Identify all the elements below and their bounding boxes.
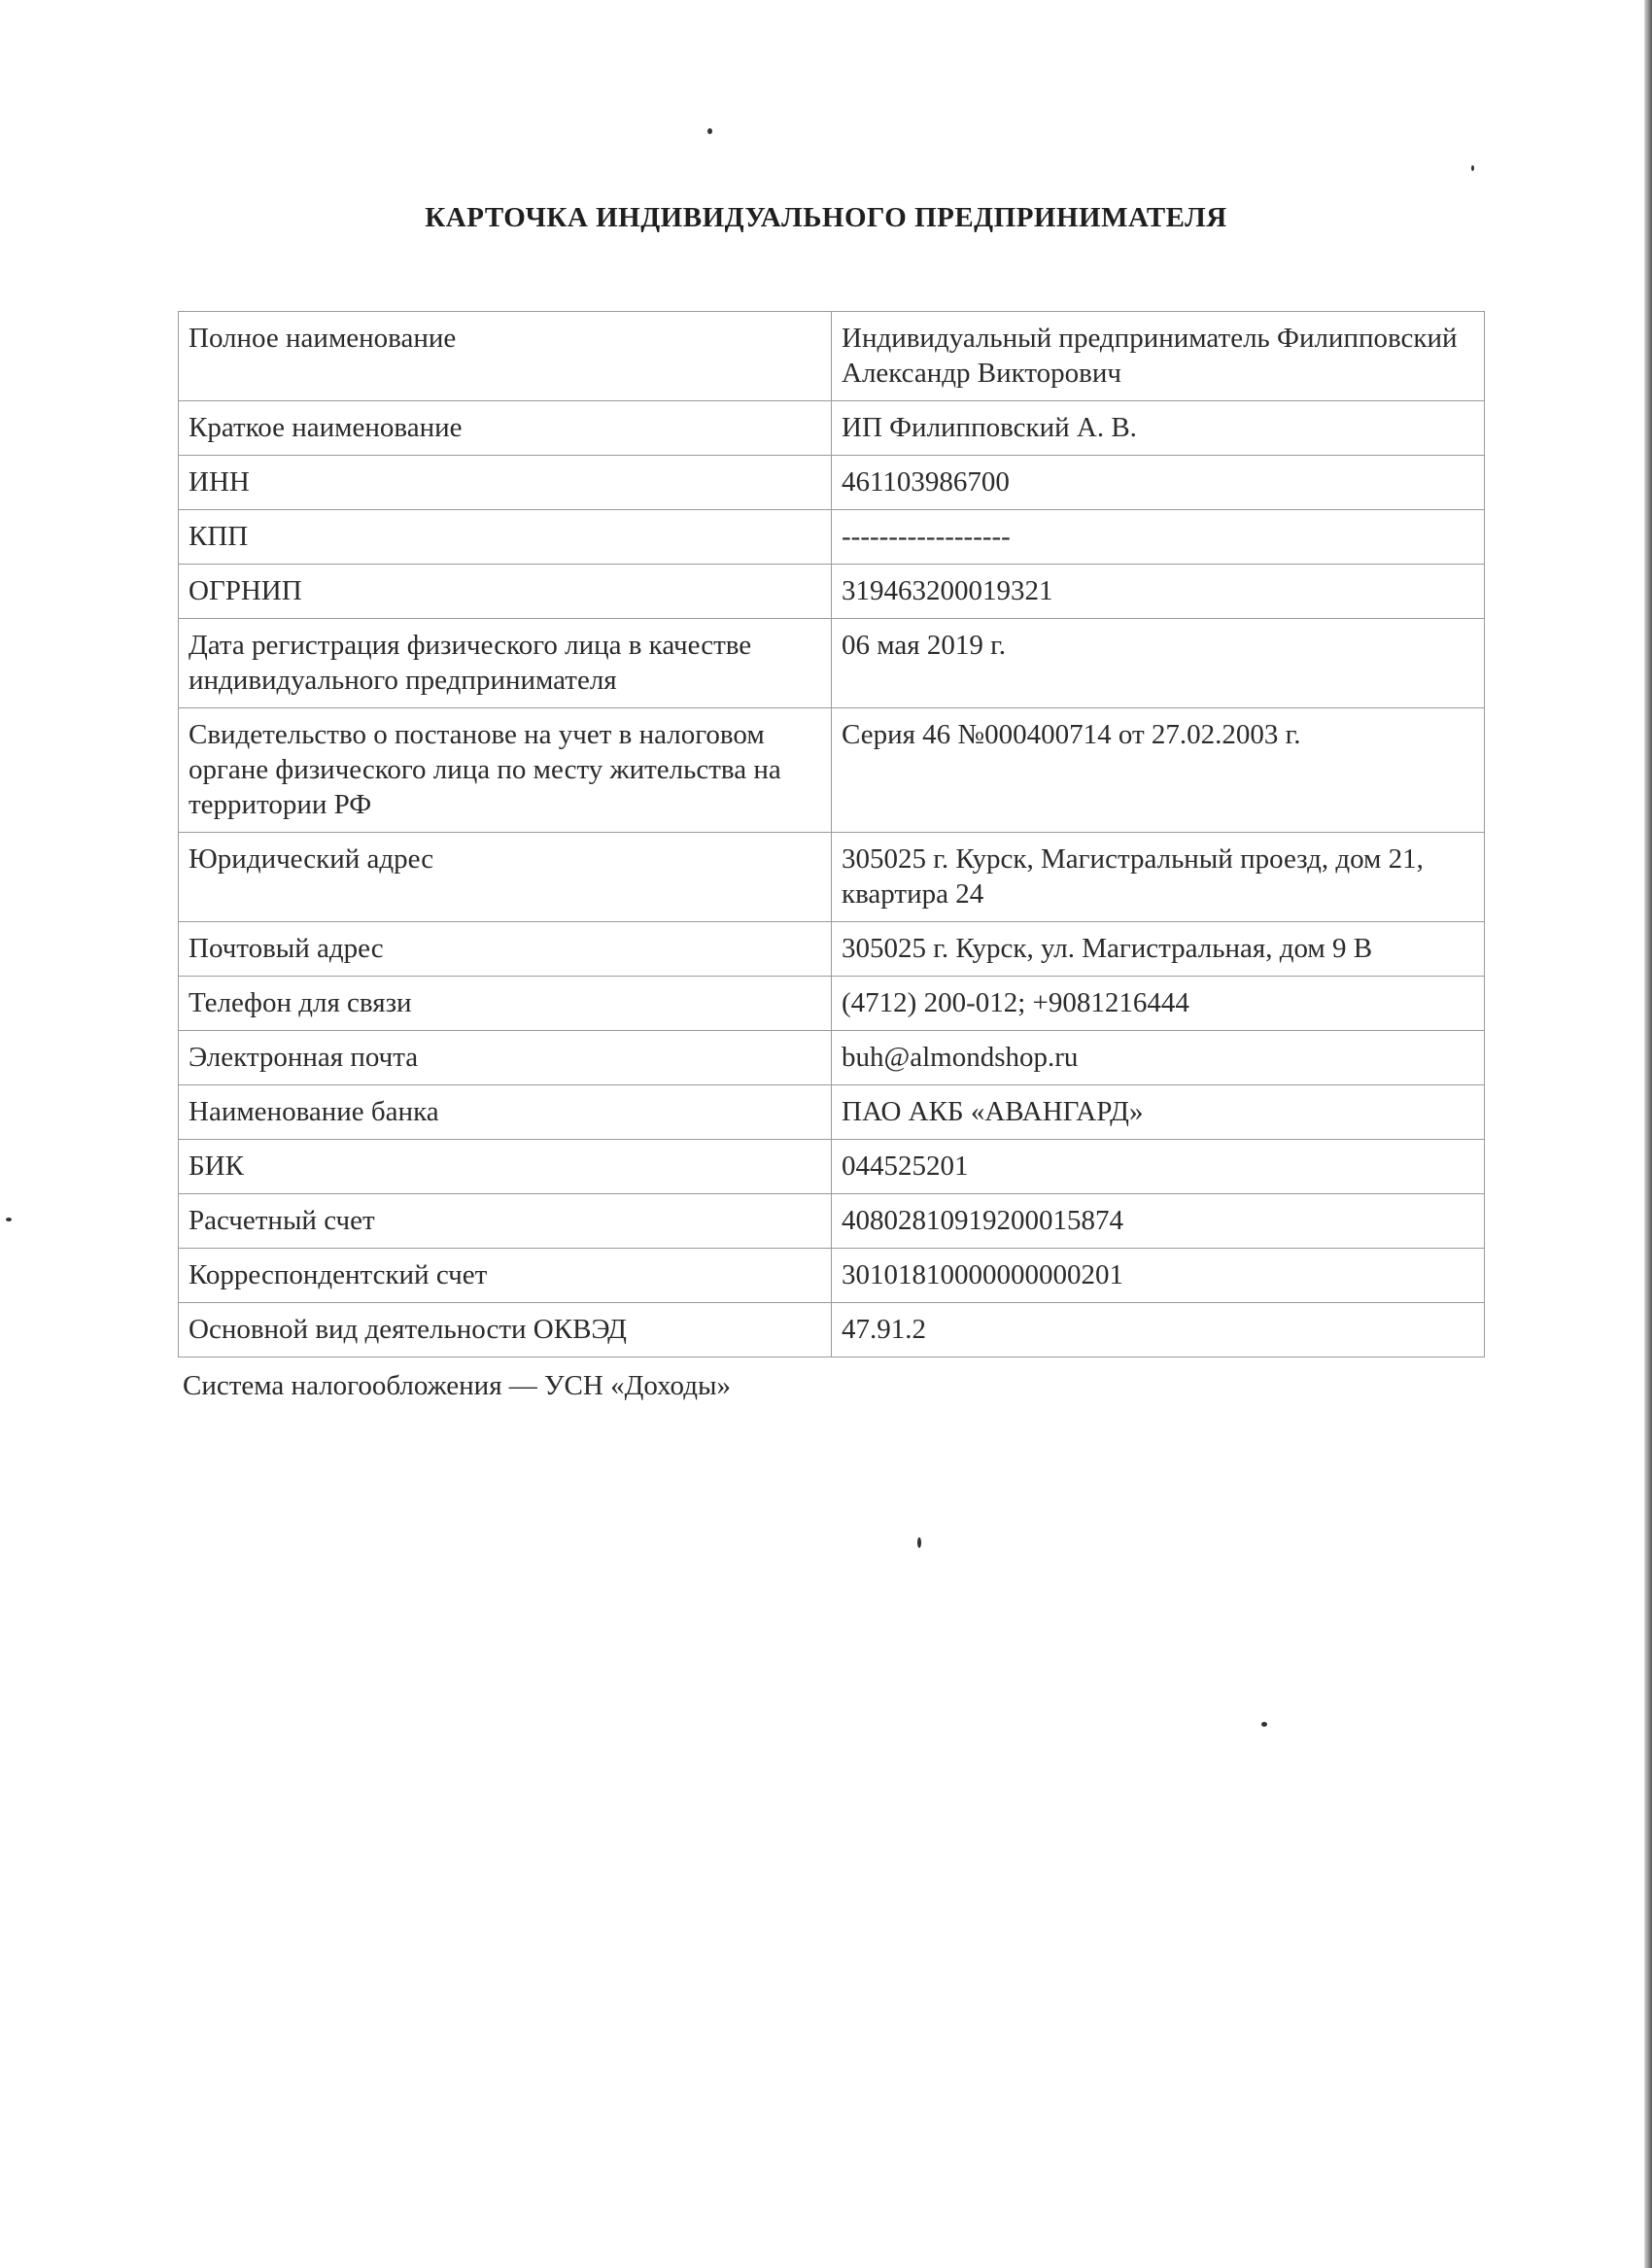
row-label: Основной вид деятельности ОКВЭД bbox=[179, 1303, 832, 1357]
tax-system-note: Система налогообложения — УСН «Доходы» bbox=[183, 1370, 731, 1401]
row-value: 461103986700 bbox=[832, 456, 1485, 510]
table-row bbox=[179, 1194, 1485, 1249]
row-value: 305025 г. Курск, ул. Магистральная, дом 9 В bbox=[832, 922, 1485, 977]
row-value: 319463200019321 bbox=[832, 565, 1485, 619]
row-label: Почтовый адрес bbox=[179, 922, 832, 977]
row-value: 044525201 bbox=[832, 1140, 1485, 1194]
table-row bbox=[179, 1031, 1485, 1085]
table-row bbox=[179, 922, 1485, 977]
table-row bbox=[179, 312, 1485, 401]
table-row bbox=[179, 401, 1485, 456]
table-row bbox=[179, 510, 1485, 565]
row-value: 305025 г. Курск, Магистральный проезд, дом 21, квартира 24 bbox=[832, 833, 1485, 922]
row-value: Индивидуальный предприниматель Филипповский Александр Викторович bbox=[832, 312, 1485, 401]
scan-speck bbox=[1471, 165, 1474, 171]
table-row bbox=[179, 619, 1485, 708]
row-label: Корреспондентский счет bbox=[179, 1249, 832, 1303]
table-row bbox=[179, 565, 1485, 619]
row-value: ИП Филипповский А. В. bbox=[832, 401, 1485, 456]
row-label: Наименование банка bbox=[179, 1085, 832, 1140]
table-row bbox=[179, 456, 1485, 510]
row-value: 06 мая 2019 г. bbox=[832, 619, 1485, 708]
scan-speck bbox=[917, 1537, 921, 1548]
row-value: ПАО АКБ «АВАНГАРД» bbox=[832, 1085, 1485, 1140]
row-value: buh@almondshop.ru bbox=[832, 1031, 1485, 1085]
row-label: Дата регистрация физического лица в качестве индивидуального предпринимателя bbox=[179, 619, 832, 708]
table-row bbox=[179, 1085, 1485, 1140]
row-label: Телефон для связи bbox=[179, 977, 832, 1031]
entrepreneur-card-table bbox=[178, 311, 1485, 1357]
row-label: БИК bbox=[179, 1140, 832, 1194]
table-row bbox=[179, 1303, 1485, 1357]
row-value: ------------------ bbox=[832, 510, 1485, 565]
row-label: ОГРНИП bbox=[179, 565, 832, 619]
row-label: КПП bbox=[179, 510, 832, 565]
scan-speck bbox=[707, 128, 712, 134]
row-label: Юридический адрес bbox=[179, 833, 832, 922]
row-label: Расчетный счет bbox=[179, 1194, 832, 1249]
table-row bbox=[179, 708, 1485, 833]
row-label: Свидетельство о постанове на учет в налоговом органе физического лица по месту жительства на территории РФ bbox=[179, 708, 832, 833]
table-row bbox=[179, 833, 1485, 922]
row-label: ИНН bbox=[179, 456, 832, 510]
document-title: КАРТОЧКА ИНДИВИДУАЛЬНОГО ПРЕДПРИНИМАТЕЛЯ bbox=[425, 202, 1227, 233]
row-value: 47.91.2 bbox=[832, 1303, 1485, 1357]
table-row bbox=[179, 977, 1485, 1031]
row-label: Полное наименование bbox=[179, 312, 832, 401]
table-row bbox=[179, 1140, 1485, 1194]
row-label: Краткое наименование bbox=[179, 401, 832, 456]
row-value: 40802810919200015874 bbox=[832, 1194, 1485, 1249]
row-value: (4712) 200-012; +9081216444 bbox=[832, 977, 1485, 1031]
scan-speck bbox=[6, 1218, 12, 1221]
scan-edge bbox=[1644, 0, 1652, 2268]
scan-speck bbox=[1261, 1722, 1267, 1727]
table-row bbox=[179, 1249, 1485, 1303]
row-value: Серия 46 №000400714 от 27.02.2003 г. bbox=[832, 708, 1485, 833]
row-value: 30101810000000000201 bbox=[832, 1249, 1485, 1303]
row-label: Электронная почта bbox=[179, 1031, 832, 1085]
